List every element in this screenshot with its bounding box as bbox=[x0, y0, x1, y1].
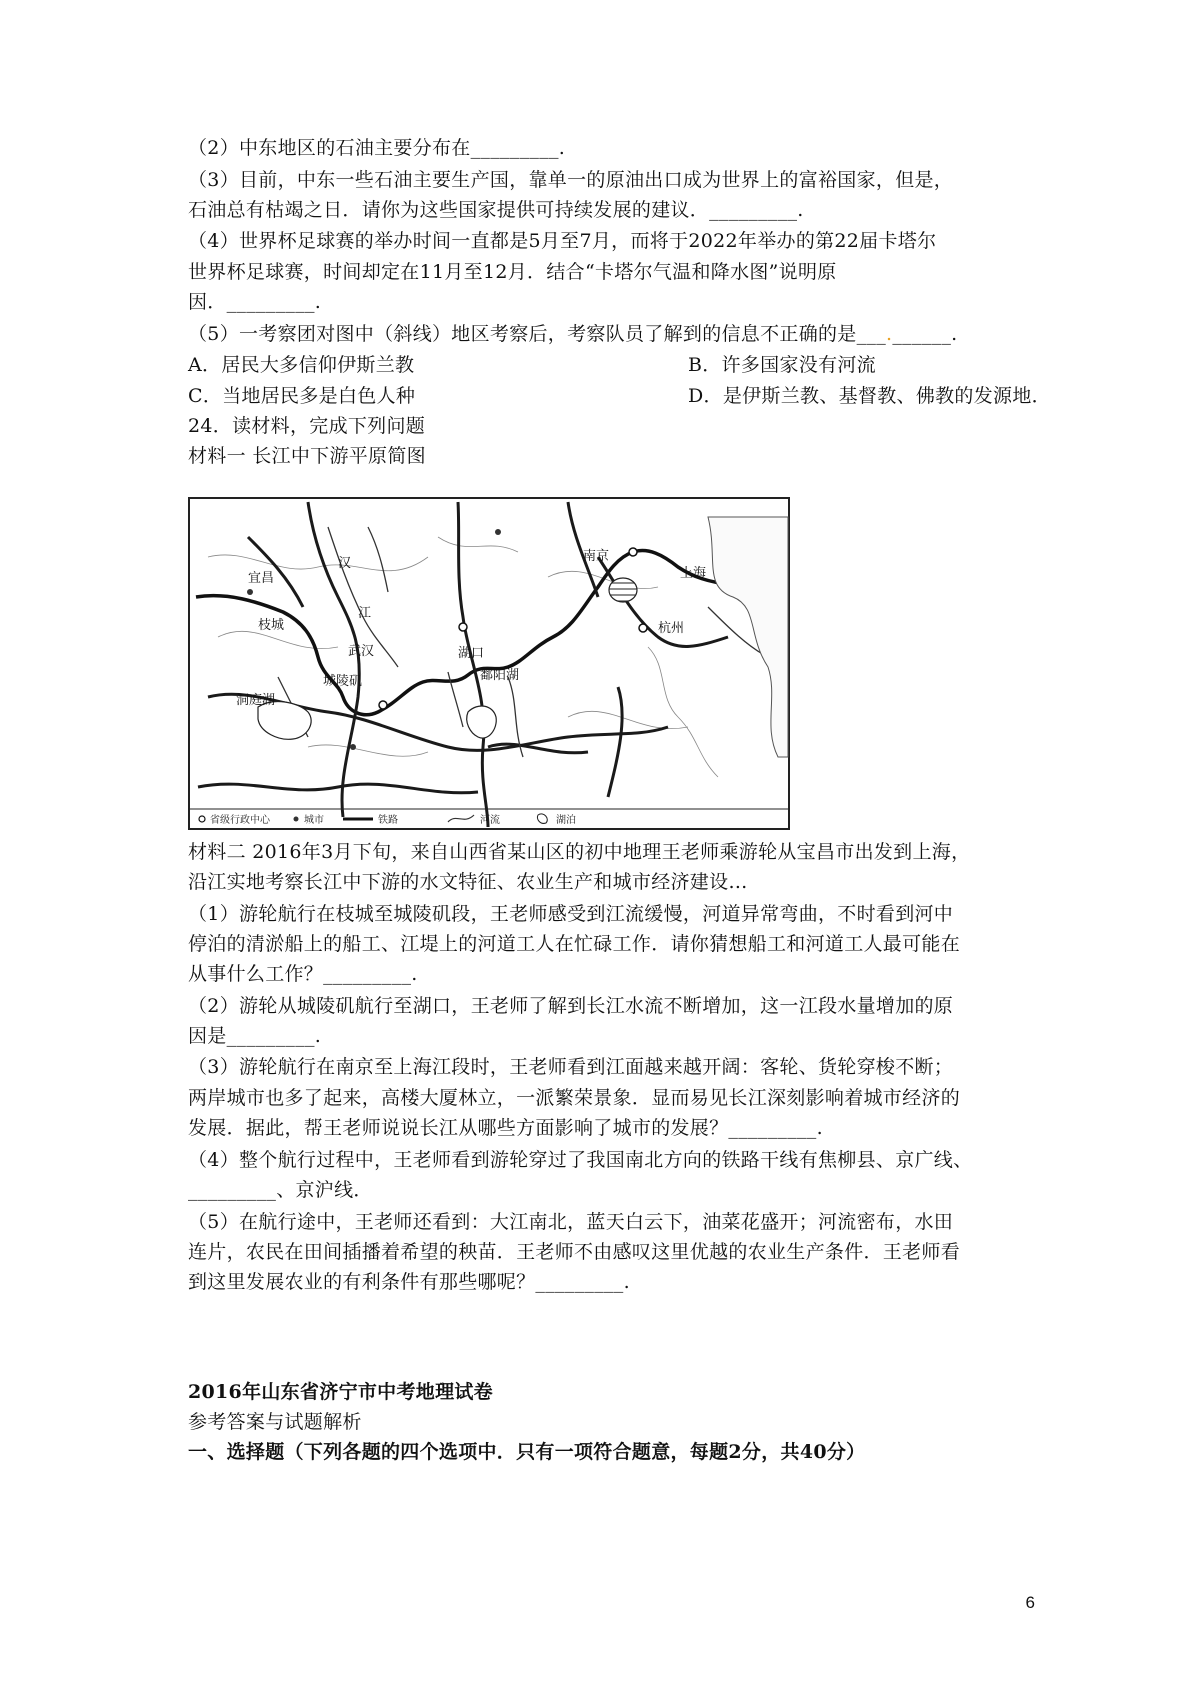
capital-dot bbox=[379, 701, 387, 709]
option-b: B．许多国家没有河流 bbox=[688, 354, 876, 376]
subq-5-line2: 连片，农民在田间插播着希望的秧苗．王老师不由感叹这里优越的农业生产条件．王老师看 bbox=[188, 1241, 961, 1263]
subq-1-line3: 从事什么工作？_________. bbox=[188, 963, 418, 985]
map-label-dongting: 洞庭湖 bbox=[236, 693, 276, 708]
legend-capital: 省级行政中心 bbox=[210, 815, 270, 826]
city-dot bbox=[350, 744, 356, 750]
map-label-zhicheng: 枝城 bbox=[258, 618, 285, 633]
question-23-5-text: （5）一考察团对图中（斜线）地区考察后，考察队员了解到的信息不正确的是___ bbox=[188, 323, 886, 345]
question-23-4-line3: 因．_________. bbox=[188, 291, 322, 313]
subq-2-line2: 因是_________. bbox=[188, 1025, 322, 1047]
city-dot bbox=[495, 529, 501, 535]
capital-dot bbox=[459, 623, 467, 631]
subq-3-line2: 两岸城市也多了起来，高楼大厦林立，一派繁荣景象．显而易见长江深刻影响着城市经济的 bbox=[188, 1087, 961, 1109]
legend-railway: 铁路 bbox=[378, 815, 398, 826]
subq-1-line2: 停泊的清淤船上的船工、江堤上的河道工人在忙碌工作．请你猜想船工和河道工人最可能在 bbox=[188, 933, 961, 955]
taihu-lake-shape bbox=[609, 578, 637, 602]
subq-3-line1: （3）游轮航行在南京至上海江段时，王老师看到江面越来越开阔：客轮、货轮穿梭不断； bbox=[188, 1056, 954, 1078]
capital-dot bbox=[629, 548, 637, 556]
subq-1-line1: （1）游轮航行在枝城至城陵矶段，王老师感受到江流缓慢，河道异常弯曲，不时看到河中 bbox=[188, 903, 954, 925]
map-label-wuhan: 武汉 bbox=[348, 644, 375, 659]
map-label-hangzhou: 杭州 bbox=[658, 621, 685, 636]
material-2-line1: 材料二 2016年3月下旬，来自山西省某山区的初中地理王老师乘游轮从宝昌市出发到上海， bbox=[188, 841, 971, 863]
option-c: C．当地居民多是白色人种 bbox=[188, 385, 416, 407]
question-23-5-blank: ______. bbox=[892, 323, 958, 345]
capital-dot bbox=[639, 624, 647, 632]
question-23-3-line1: （3）目前，中东一些石油主要生产国，靠单一的原油出口成为世界上的富裕国家，但是， bbox=[188, 169, 954, 191]
subq-5-line1: （5）在航行途中，王老师还看到：大江南北，蓝天白云下，油菜花盛开；河流密布，水田 bbox=[188, 1211, 954, 1233]
subq-5-line3: 到这里发展农业的有利条件有那些哪呢？_________. bbox=[188, 1271, 630, 1293]
question-23-4-line1: （4）世界杯足球赛的举办时间一直都是5月至7月，而将于2022年举办的第22届卡塔尔 bbox=[188, 230, 937, 252]
answer-title: 2016年山东省济宁市中考地理试卷 bbox=[188, 1381, 493, 1403]
map-label-hukou: 湖口 bbox=[458, 646, 485, 661]
question-23-2: （2）中东地区的石油主要分布在_________. bbox=[188, 137, 566, 159]
options-row-cd bbox=[188, 382, 1051, 410]
legend-lake: 湖泊 bbox=[556, 815, 576, 826]
question-23-4-line2: 世界杯足球赛，时间却定在11月至12月．结合“卡塔尔气温和降水图”说明原 bbox=[188, 261, 837, 283]
material-1-title: 材料一 长江中下游平原简图 bbox=[188, 445, 426, 467]
answer-subtitle: 参考答案与试题解析 bbox=[188, 1411, 362, 1433]
material-2-line2: 沿江实地考察长江中下游的水文特征、农业生产和城市经济建设… bbox=[188, 871, 748, 893]
subq-4-line1: （4）整个航行过程中，王老师看到游轮穿过了我国南北方向的铁路干线有焦柳县、京广线、 bbox=[188, 1149, 973, 1171]
map-label-chenglingji: 城陵矶 bbox=[323, 674, 363, 689]
question-23-5 bbox=[188, 320, 957, 348]
map-frame bbox=[189, 498, 789, 829]
yangtze-plain-map bbox=[188, 497, 790, 830]
question-23-3-line2: 石油总有枯竭之日．请你为这些国家提供可持续发展的建议．_________. bbox=[188, 199, 804, 221]
map-label-jiang: 江 bbox=[358, 606, 372, 621]
answer-mark: . bbox=[886, 323, 893, 345]
map-label-poyang: 鄱阳湖 bbox=[480, 668, 520, 683]
map-label-shanghai: 上海 bbox=[680, 566, 707, 581]
subq-4-line2: _________、京沪线． bbox=[188, 1179, 373, 1201]
map-label-nanjing: 南京 bbox=[583, 549, 610, 564]
map-label-yichang: 宜昌 bbox=[248, 571, 275, 586]
legend-city: 城市 bbox=[304, 815, 324, 826]
map-label-han: 汉 bbox=[338, 556, 352, 571]
option-a: A．居民大多信仰伊斯兰教 bbox=[188, 354, 415, 376]
question-24-heading: 24．读材料，完成下列问题 bbox=[188, 415, 426, 437]
options-row-ab bbox=[188, 351, 988, 379]
city-dot bbox=[247, 589, 253, 595]
subq-2-line1: （2）游轮从城陵矶航行至湖口，王老师了解到长江水流不断增加，这一江段水量增加的原 bbox=[188, 995, 954, 1017]
page-number: 6 bbox=[1025, 1593, 1035, 1612]
legend-river: 河流 bbox=[480, 815, 500, 826]
subq-3-line3: 发展．据此，帮王老师说说长江从哪些方面影响了城市的发展？_________. bbox=[188, 1117, 823, 1139]
option-d: D．是伊斯兰教、基督教、佛教的发源地． bbox=[688, 385, 1051, 407]
section-1-heading: 一、选择题（下列各题的四个选项中．只有一项符合题意，每题2分，共40分） bbox=[188, 1441, 866, 1463]
